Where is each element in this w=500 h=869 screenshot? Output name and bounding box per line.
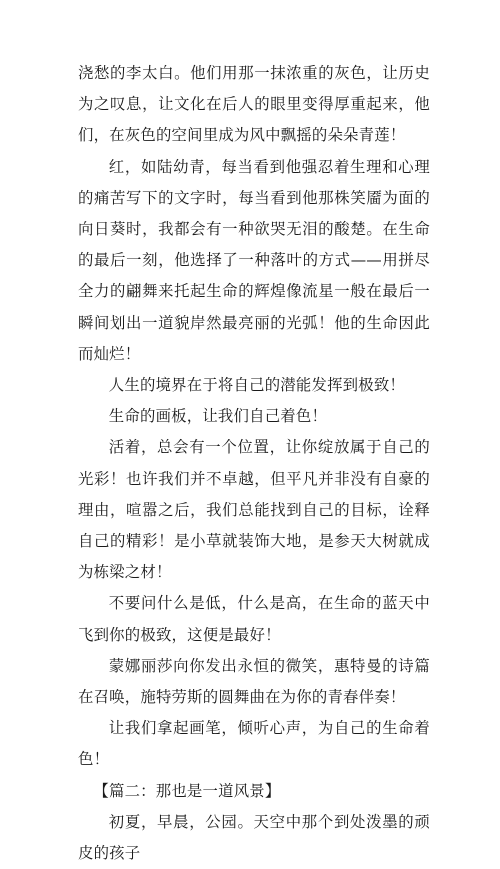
paragraph-palette: 生命的画板，让我们自己着色！: [108, 407, 328, 426]
paragraph-early-summer: 初夏，早晨，公园。天空中那个到处泼墨的顽皮的孩子: [78, 812, 430, 863]
paragraph-mona-lisa: 蒙娜丽莎向你发出永恒的微笑，惠特曼的诗篇在召唤，施特劳斯的圆舞曲在为你的青春伴奏！: [78, 656, 430, 707]
paragraph-lu-youqing: 红，如陆幼青，每当看到他强忍着生理和心理的痛苦写下的文字时，每当看到他那株笑靥为面的向日葵时，我都会有一种欲哭无泪的酸楚。在生命的最后一刻，他选择了一种落叶的方式——用拼尽全力的翩舞来托起生命的辉煌像流星一般在最后一瞬间划出一道貌岸然最亮丽的光弧！他的生命因此而灿烂！: [78, 157, 430, 363]
section-heading: 【篇二：那也是一道风景】: [93, 781, 281, 800]
document-body: [78, 58, 430, 869]
paragraph-brush: 让我们拿起画笔，倾听心声，为自己的生命着色！: [78, 719, 430, 769]
paragraph-high-low: 不要问什么是低，什么是高，在生命的蓝天中飞到你的极致，这便是最好！: [78, 594, 430, 644]
paragraph-continuation: 浇愁的李太白。他们用那一抹浓重的灰色，让历史为之叹息，让文化在后人的眼里变得厚重起来，他们，在灰色的空间里成为风中飘摇的朵朵青莲！: [78, 64, 430, 145]
paragraph-potential: 人生的境界在于将自己的潜能发挥到极致！: [108, 376, 406, 395]
paragraph-living: 活着，总会有一个位置，让你绽放属于自己的光彩！也许我们并不卓越，但平凡并非没有自豪的理由，喧嚣之后，我们总能找到自己的目标，诠释自己的精彩！是小草就装饰大地，是参天大树就成为栋梁之材！: [78, 438, 430, 582]
